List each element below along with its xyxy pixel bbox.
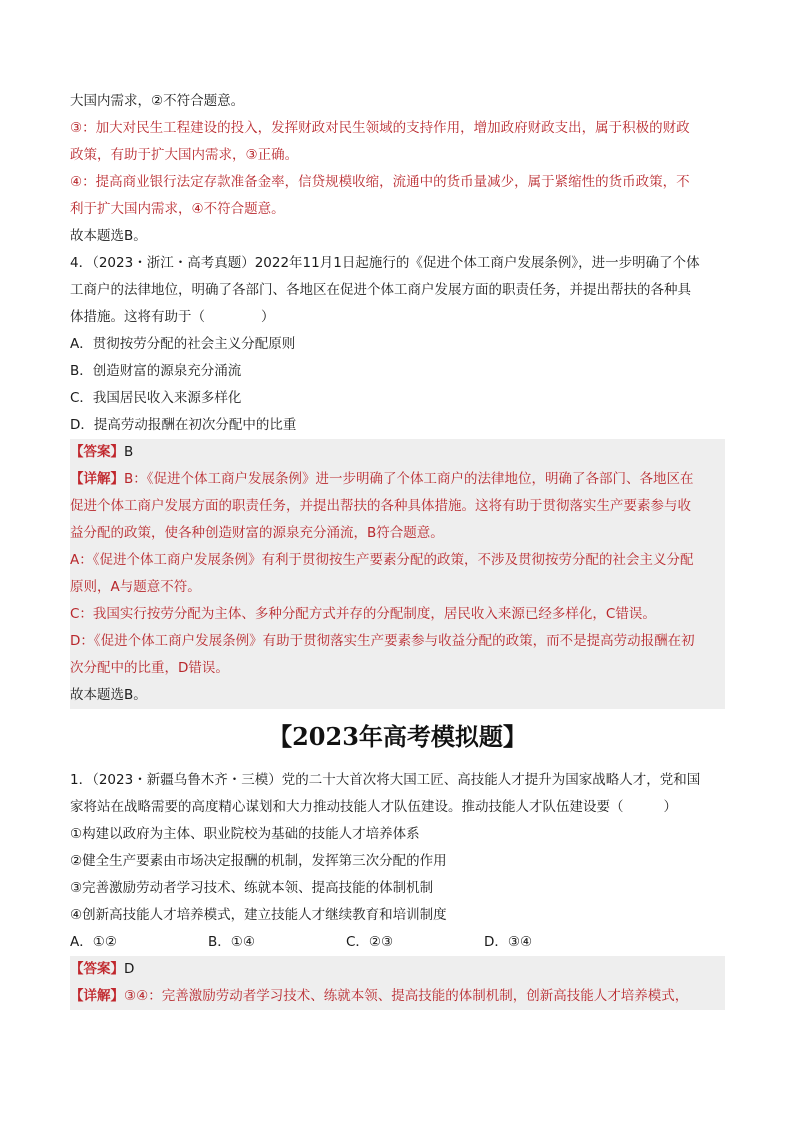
question-stem-close: ） xyxy=(663,799,677,815)
statement-4: ④创新高技能人才培养模式，建立技能人才继续教育和培训制度 xyxy=(70,907,447,923)
detail-line: 原则，A与题意不符。 xyxy=(70,579,201,595)
detail-line: A：《促进个体工商户发展条例》有利于贯彻按生产要素分配的政策，不涉及贯彻按劳分配的社会主义分配 xyxy=(70,552,694,568)
conclusion-line: 故本题选B。 xyxy=(70,687,147,703)
detail-line xyxy=(70,983,725,1010)
detail-line xyxy=(70,466,725,493)
choice-d: D．③④ xyxy=(484,934,533,950)
option-a: A．贯彻按劳分配的社会主义分配原则 xyxy=(70,336,296,352)
answer-tag: 【答案】 xyxy=(70,961,124,977)
answer-block xyxy=(70,439,725,709)
answer-tag: 【答案】 xyxy=(70,444,124,460)
answer-block xyxy=(70,956,725,1010)
explanation-line: 政策，有助于扩大国内需求，③正确。 xyxy=(70,147,299,163)
detail-line: C：我国实行按劳分配为主体、多种分配方式并存的分配制度，居民收入来源已经多样化，C错误。 xyxy=(70,606,656,622)
question-stem: 4．（2023・浙江・高考真题）2022年11月1日起施行的《促进个体工商户发展条例》，进一步明确了个体 xyxy=(70,255,700,271)
question-stem: 工商户的法律地位，明确了各部门、各地区在促进个体工商户发展方面的职责任务，并提出帮扶的各种具 xyxy=(70,282,691,298)
detail-tag: 【详解】 xyxy=(70,988,124,1004)
section-title: 【2023年高考模拟题】 xyxy=(268,722,527,751)
detail-line: 益分配的政策，使各种创造财富的源泉充分涌流，B符合题意。 xyxy=(70,525,444,541)
question-1 xyxy=(70,767,725,1010)
option-c: C．我国居民收入来源多样化 xyxy=(70,390,242,406)
answer-line xyxy=(70,956,725,983)
question-stem-text: 体措施。这将有助于（ xyxy=(70,309,205,325)
detail-line: D：《促进个体工商户发展条例》有助于贯彻落实生产要素参与收益分配的政策，而不是提高劳动报酬在初 xyxy=(70,633,695,649)
explanation-line: ③：加大对民生工程建设的投入，发挥财政对民生领域的支持作用，增加政府财政支出，属于积极的财政 xyxy=(70,120,690,136)
answer-value: B xyxy=(124,444,134,460)
detail-line: 促进个体工商户发展方面的职责任务，并提出帮扶的各种具体措施。这将有助于贯彻落实生产要素参与收 xyxy=(70,498,691,514)
question-stem-close: ） xyxy=(261,309,275,325)
choice-a: A．①② xyxy=(70,934,117,950)
question-stem-text: 家将站在战略需要的高度精心谋划和大力推动技能人才队伍建设。推动技能人才队伍建设要（ xyxy=(70,799,624,815)
explanation-line: 大国内需求，②不符合题意。 xyxy=(70,93,245,109)
detail-line: 次分配中的比重，D错误。 xyxy=(70,660,229,676)
detail-text: ③④：完善激励劳动者学习技术、练就本领、提高技能的体制机制，创新高技能人才培养模式， xyxy=(124,988,689,1004)
question-4 xyxy=(70,250,725,709)
statement-1: ①构建以政府为主体、职业院校为基础的技能人才培养体系 xyxy=(70,826,420,842)
document-page xyxy=(70,88,725,1010)
answer-value: D xyxy=(124,961,135,977)
explanation-line: 利于扩大国内需求，④不符合题意。 xyxy=(70,201,285,217)
statement-3: ③完善激励劳动者学习技术、练就本领、提高技能的体制机制 xyxy=(70,880,434,896)
choice-row xyxy=(70,929,725,956)
conclusion-line: 故本题选B。 xyxy=(70,228,147,244)
statement-2: ②健全生产要素由市场决定报酬的机制，发挥第三次分配的作用 xyxy=(70,853,447,869)
answer-line xyxy=(70,439,725,466)
option-d: D．提高劳动报酬在初次分配中的比重 xyxy=(70,417,297,433)
choice-b: B．①④ xyxy=(208,934,255,950)
question-stem xyxy=(70,794,725,821)
question-stem: 1．（2023・新疆乌鲁木齐・三模）党的二十大首次将大国工匠、高技能人才提升为国家战略人才，党和国 xyxy=(70,772,701,788)
detail-tag: 【详解】 xyxy=(70,471,124,487)
question-stem xyxy=(70,304,725,331)
explanation-line: ④：提高商业银行法定存款准备金率，信贷规模收缩，流通中的货币量减少，属于紧缩性的货币政策，不 xyxy=(70,174,690,190)
detail-text: B：《促进个体工商户发展条例》进一步明确了个体工商户的法律地位，明确了各部门、各地区在 xyxy=(124,471,694,487)
choice-c: C．②③ xyxy=(346,934,394,950)
prev-explanation-block xyxy=(70,88,725,250)
option-b: B．创造财富的源泉充分涌流 xyxy=(70,363,242,379)
